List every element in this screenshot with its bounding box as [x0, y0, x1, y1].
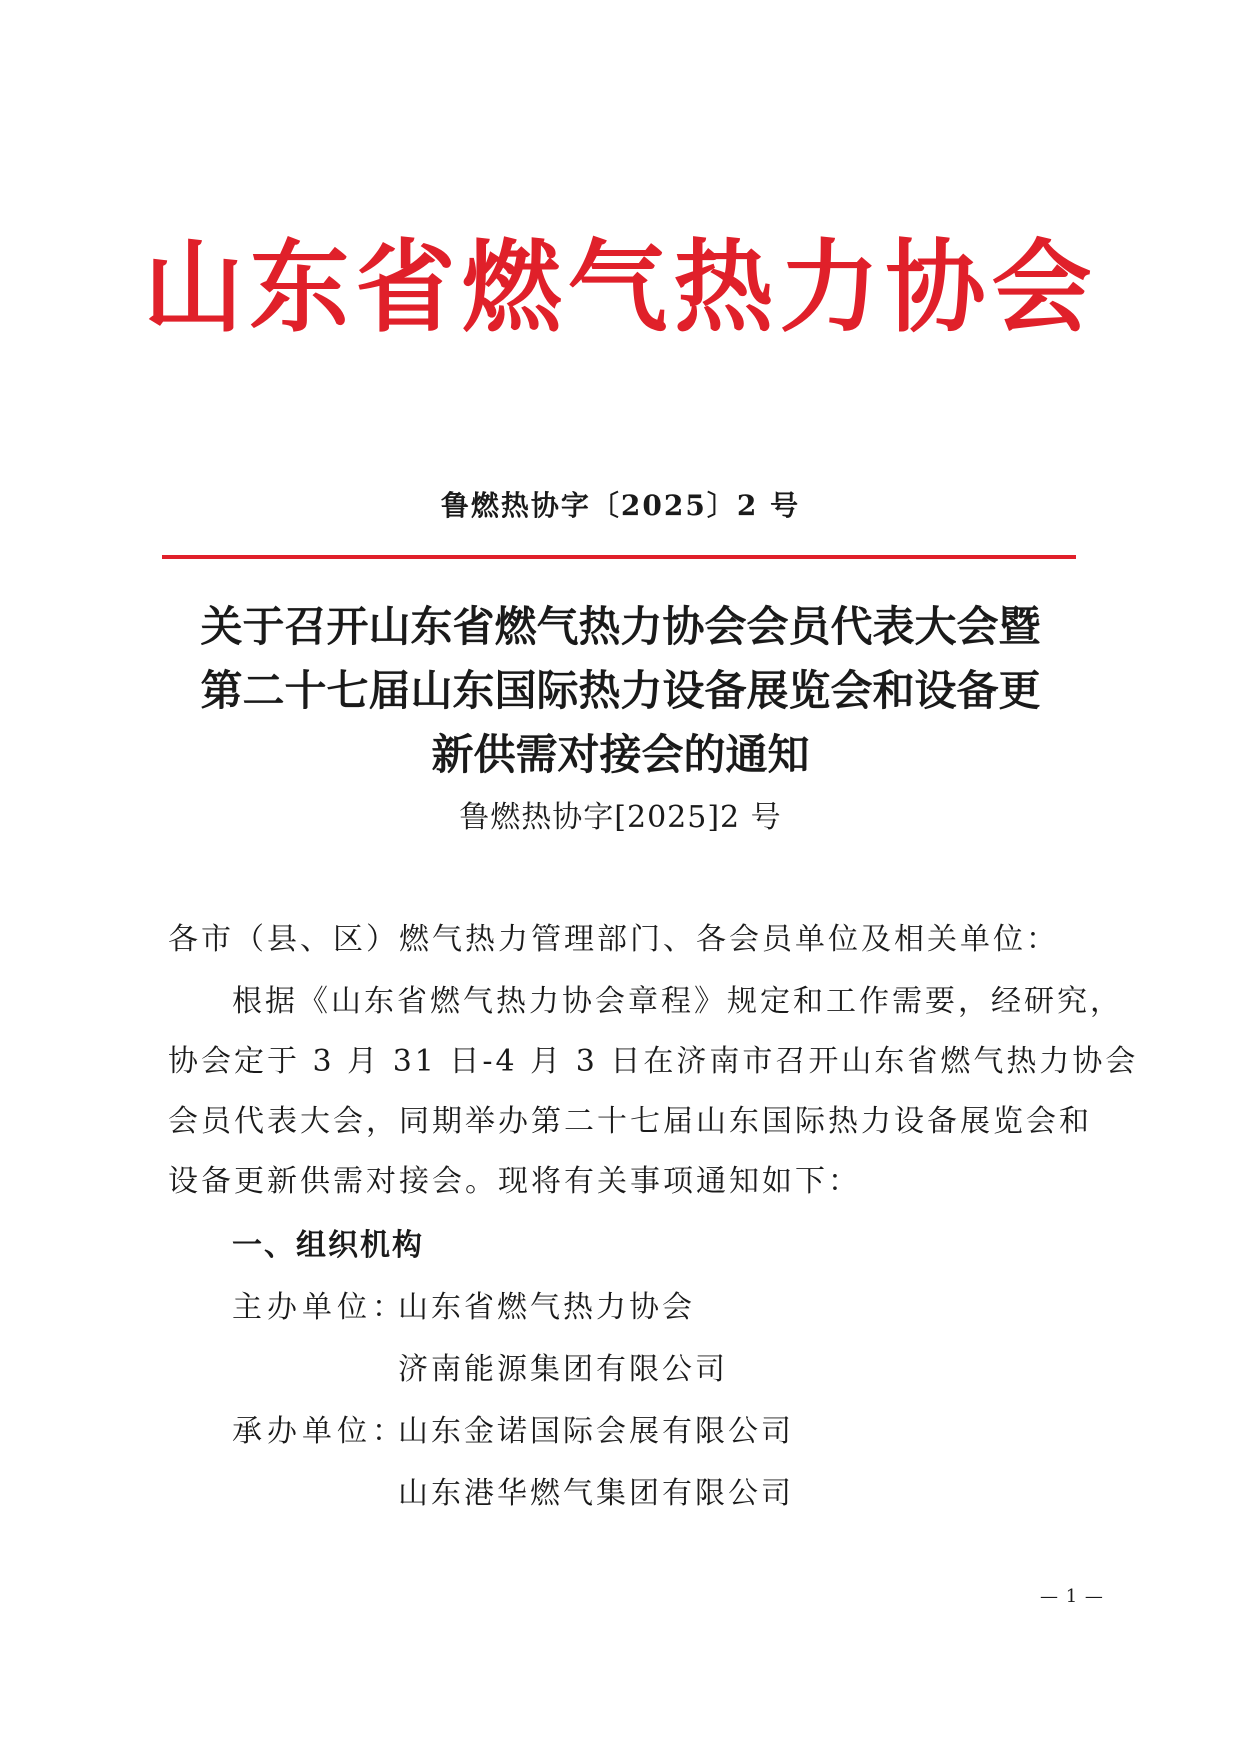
- page-number: — 1 —: [1040, 1586, 1104, 1607]
- masthead-org-name: 山东省燃气热力协会: [143, 229, 1098, 346]
- title-line-2: 第二十七届山东国际热力设备展览会和设备更: [200, 666, 1041, 715]
- paragraph-line-4: 设备更新供需对接会。现将有关事项通知如下：: [168, 1164, 861, 1199]
- organizer-org-1: 山东金诺国际会展有限公司: [398, 1414, 794, 1449]
- paragraph-line-1: 根据《山东省燃气热力协会章程》规定和工作需要，经研究，: [232, 984, 1123, 1019]
- paragraph-line-2: 协会定于 3 月 31 日-4 月 3 日在济南市召开山东省燃气热力协会: [168, 1044, 1139, 1079]
- document-number-top: 鲁燃热协字〔2025〕2 号: [440, 489, 801, 522]
- notice-title: [150, 595, 1091, 787]
- host-org-1: 山东省燃气热力协会: [398, 1290, 695, 1325]
- title-line-3: 新供需对接会的通知: [431, 730, 810, 779]
- title-line-1: 关于召开山东省燃气热力协会会员代表大会暨: [200, 602, 1041, 651]
- section-heading-organization: 一、组织机构: [232, 1228, 424, 1263]
- salutation: 各市（县、区）燃气热力管理部门、各会员单位及相关单位：: [168, 922, 1059, 957]
- host-org-2: 济南能源集团有限公司: [398, 1352, 728, 1387]
- organizer-label: 承办单位：: [232, 1414, 407, 1449]
- organizer-org-2: 山东港华燃气集团有限公司: [398, 1476, 794, 1511]
- red-divider-line: [162, 555, 1076, 559]
- document-number-sub: 鲁燃热协字[2025]2 号: [459, 800, 782, 835]
- paragraph-line-3: 会员代表大会，同期举办第二十七届山东国际热力设备展览会和: [168, 1104, 1092, 1139]
- host-label: 主办单位：: [232, 1290, 407, 1325]
